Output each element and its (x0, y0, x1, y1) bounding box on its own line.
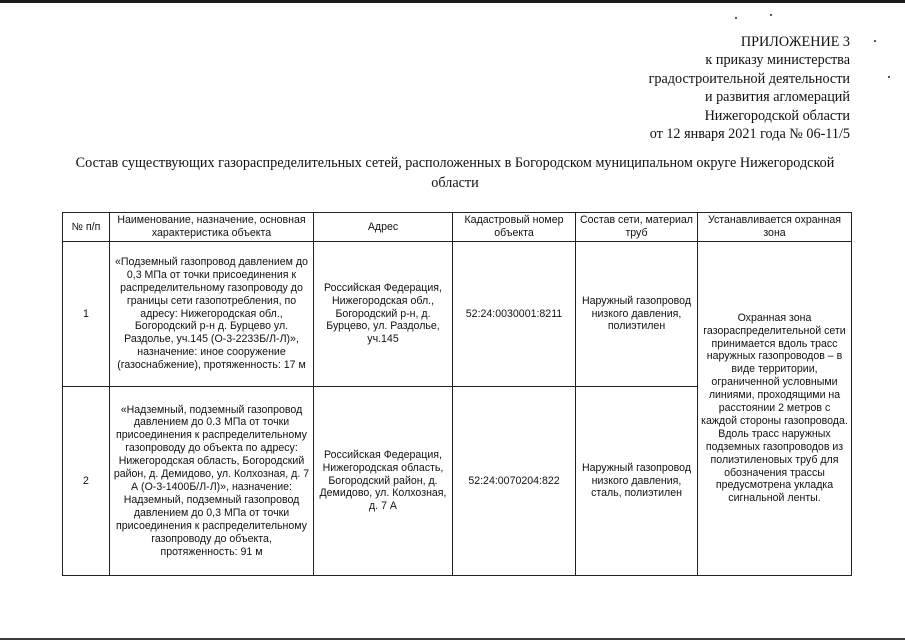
scan-speck (735, 17, 737, 19)
scan-speck (874, 40, 876, 42)
network-composition: Наружный газопровод низкого давления, сталь, полиэтилен (576, 387, 698, 576)
scan-speck (770, 14, 772, 16)
object-description: «Надземный, подземный газопровод давлением до 0.3 МПа от точки присоединения к распределительному газопроводу до объекта по адресу: Нижегородская область, Богородский район, д. Демидово, ул. Колхозная, д. 7 А (О-3-1400Б/Л-Л)», назначение: Надземный, подземный газопровод давлением до 0,3 МПа от точки присоединения к распределительному газопроводу до объекта, протяженность: 91 м (110, 387, 314, 576)
appendix-order-date: от 12 января 2021 года № 06-11/5 (649, 126, 850, 143)
appendix-line: градостроительной деятельности (648, 70, 850, 87)
table-row (63, 242, 852, 387)
gas-network-table (62, 212, 852, 576)
network-composition: Наружный газопровод низкого давления, полиэтилен (576, 242, 698, 387)
table-header-row (63, 213, 852, 242)
appendix-line: и развития агломераций (704, 89, 850, 106)
object-address: Российская Федерация, Нижегородская область, Богородский район, д. Демидово, ул. Колхозная, д. 7 А (314, 387, 453, 576)
header-name: Наименование, назначение, основная характеристика объекта (110, 213, 314, 242)
header-network: Состав сети, материал труб (576, 213, 698, 242)
header-cadastral: Кадастровый номер объекта (453, 213, 576, 242)
row-number: 2 (63, 387, 110, 576)
object-address: Российская Федерация, Нижегородская обл., Богородский р-н, д. Бурцево, ул. Раздолье, уч.145 (314, 242, 453, 387)
appendix-line: к приказу министерства (705, 52, 850, 69)
appendix-heading: ПРИЛОЖЕНИЕ 3 (740, 34, 850, 50)
scan-speck (888, 76, 890, 78)
document-title: Состав существующих газораспределительных сетей, расположенных в Богородском муниципальном округе Нижегородской области (75, 155, 835, 191)
cadastral-number: 52:24:0070204:822 (453, 387, 576, 576)
appendix-line: Нижегородской области (704, 107, 850, 124)
header-address: Адрес (314, 213, 453, 242)
header-protection-zone: Устанавливается охранная зона (698, 213, 852, 242)
row-number: 1 (63, 242, 110, 387)
scan-edge-top (0, 0, 905, 3)
cadastral-number: 52:24:0030001:8211 (453, 242, 576, 387)
appendix-block (649, 33, 850, 143)
header-number: № п/п (63, 213, 110, 242)
object-description: «Подземный газопровод давлением до 0,3 МПа от точки присоединения к распределительному газопроводу до границы сети газопотребления, по адресу: Нижегородская обл., Богородский р-н д. Бурцево ул. Раздолье, уч.145 (О-3-2233Б/Л-Л)», назначение: иное сооружение (газоснабжение), протяженность: 17 м (110, 242, 314, 387)
protection-zone-text: Охранная зона газораспределительной сети принимается вдоль трасс наружных газопроводов – в виде территории, ограниченной условными линиями, проходящими на расстоянии 2 метров с каждой стороны газопровода. Вдоль трасс наружных подземных газопроводов из полиэтиленовых труб для обозначения трассы предусмотрена укладка сигнальной ленты. (698, 242, 852, 576)
